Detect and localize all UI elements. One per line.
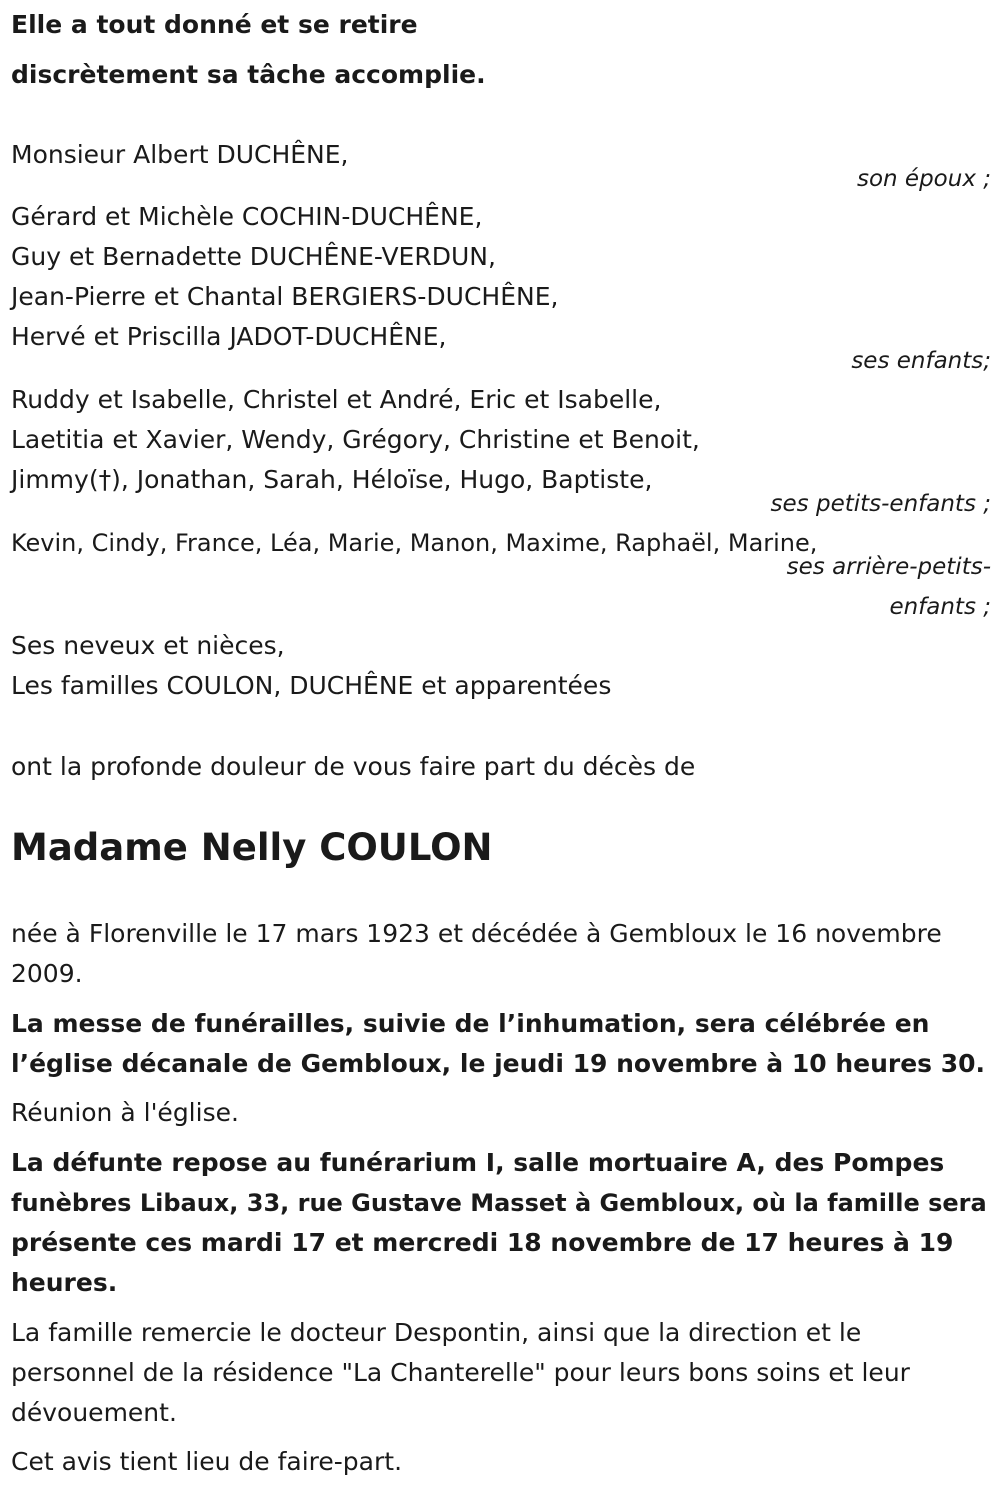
birth-death-line-1: née à Florenville le 17 mars 1923 et décédée à Gembloux le 16 novembre — [11, 919, 942, 948]
husband-role: son époux ; — [856, 166, 991, 192]
child-line-3: Jean-Pierre et Chantal BERGIERS-DUCHÊNE, — [11, 282, 559, 311]
child-line-4: Hervé et Priscilla JADOT-DUCHÊNE, — [11, 322, 447, 351]
intro-line-1: Elle a tout donné et se retire — [11, 10, 418, 39]
birth-death-line-2: 2009. — [11, 959, 83, 988]
funeral-line-2: l’église décanale de Gembloux, le jeudi 19 novembre à 10 heures 30. — [11, 1049, 986, 1078]
grandchild-line-1: Ruddy et Isabelle, Christel et André, Eric et Isabelle, — [11, 385, 662, 414]
child-line-1: Gérard et Michèle COCHIN-DUCHÊNE, — [11, 202, 483, 231]
deceased-name: Madame Nelly COULON — [11, 826, 493, 869]
meeting-line: Réunion à l'église. — [11, 1098, 239, 1127]
thanks-line-1: La famille remercie le docteur Despontin, ainsi que la direction et le — [11, 1318, 862, 1347]
closing-line: Cet avis tient lieu de faire-part. — [11, 1447, 403, 1476]
husband-name: Monsieur Albert DUCHÊNE, — [11, 140, 349, 169]
visitation-line-2: funèbres Libaux, 33, rue Gustave Masset à Gembloux, où la famille sera — [11, 1189, 987, 1217]
relatives-line-1: Ses neveux et nièces, — [11, 631, 285, 660]
grandchild-line-2: Laetitia et Xavier, Wendy, Grégory, Christine et Benoit, — [11, 425, 700, 454]
intro-line-2: discrètement sa tâche accomplie. — [11, 60, 486, 89]
thanks-line-3: dévouement. — [11, 1398, 177, 1427]
great-grandchildren-role-1: ses arrière-petits- — [786, 554, 991, 580]
children-role: ses enfants; — [851, 348, 991, 374]
thanks-line-2: personnel de la résidence "La Chanterelle" pour leurs bons soins et leur — [11, 1358, 910, 1387]
funeral-line-1: La messe de funérailles, suivie de l’inhumation, sera célébrée en — [11, 1009, 930, 1038]
announcement: ont la profonde douleur de vous faire part du décès de — [11, 752, 696, 781]
child-line-2: Guy et Bernadette DUCHÊNE-VERDUN, — [11, 242, 496, 271]
great-grandchildren-line: Kevin, Cindy, France, Léa, Marie, Manon, Maxime, Raphaël, Marine, — [11, 529, 818, 557]
grandchild-line-3: Jimmy(†), Jonathan, Sarah, Héloïse, Hugo, Baptiste, — [11, 465, 653, 494]
great-grandchildren-role-2: enfants ; — [889, 594, 991, 620]
visitation-line-4: heures. — [11, 1268, 118, 1297]
grandchildren-role: ses petits-enfants ; — [770, 491, 991, 517]
visitation-line-3: présente ces mardi 17 et mercredi 18 novembre de 17 heures à 19 — [11, 1228, 954, 1257]
visitation-line-1: La défunte repose au funérarium I, salle mortuaire A, des Pompes — [11, 1148, 945, 1177]
relatives-line-2: Les familles COULON, DUCHÊNE et apparentées — [11, 671, 612, 700]
